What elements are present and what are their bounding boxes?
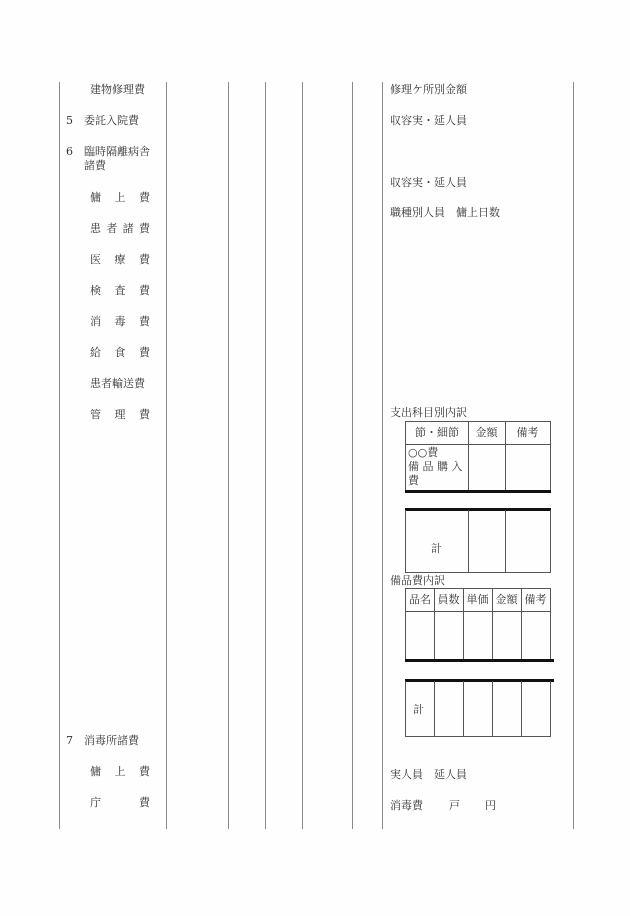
col-divider (521, 681, 522, 736)
column-line-4 (302, 82, 303, 829)
header-amount: 金額 (495, 593, 518, 606)
col-divider (492, 681, 493, 736)
item-7-office-expense (90, 796, 150, 810)
break-line (405, 659, 554, 662)
header-divider (406, 611, 550, 612)
remark-repair-location-amount: 修理ケ所別金額 (390, 83, 467, 96)
item-7-number: 7 (66, 734, 73, 747)
char: 費 (139, 765, 150, 778)
char: 消 (90, 315, 101, 328)
equipment-breakdown-title: 備品費内訳 (390, 574, 445, 587)
remark-admission-count-1: 収容実・延人員 (390, 114, 467, 127)
item-hiring-expense (90, 191, 150, 205)
item-6-temporary-isolation-ward: 臨時隔離病舎 (84, 145, 150, 158)
char: 管 (90, 408, 101, 421)
char: 医 (90, 253, 101, 266)
char: 食 (114, 346, 126, 359)
expense-breakdown-title: 支出科目別内訳 (390, 406, 467, 419)
header-amount: 金額 (475, 426, 498, 439)
column-line-2 (228, 82, 229, 829)
row-item-line1: ○○費 (408, 446, 439, 459)
header-notes: 備考 (524, 593, 547, 606)
col-divider (505, 510, 506, 572)
char: 費 (139, 253, 150, 266)
item-patient-misc-expense (90, 222, 150, 236)
char: 理 (114, 408, 126, 421)
header-notes: 備考 (516, 426, 539, 439)
col-divider (434, 681, 435, 736)
char: 検 (90, 284, 101, 297)
char: 費 (139, 796, 150, 809)
char: 諸 (122, 222, 134, 235)
item-inspection-expense (90, 284, 150, 298)
column-line-3 (265, 82, 266, 829)
column-line-left-border (59, 82, 60, 829)
total-label: 計 (431, 542, 442, 555)
col-divider (468, 510, 469, 572)
remark-actual-and-total-persons: 実人員 延人員 (390, 768, 467, 781)
char: 傭 (90, 191, 101, 204)
item-6-number: 6 (66, 145, 73, 158)
char: 費 (139, 408, 150, 421)
remark-yen-unit: 円 (485, 799, 496, 812)
item-meal-expense (90, 346, 150, 360)
header-divider (406, 444, 550, 445)
col-divider (463, 681, 464, 736)
item-patient-transport-expense: 患者輸送費 (90, 377, 145, 390)
remark-admission-count-2: 収容実・延人員 (390, 176, 467, 189)
row-item-line3: 費 (408, 474, 419, 487)
item-7-hiring-expense (90, 765, 150, 779)
item-disinfection-expense (90, 315, 150, 329)
header-item-name: 品名 (409, 593, 431, 606)
item-medical-expense (90, 253, 150, 267)
row-item-line2: 備 品 購 入 (408, 460, 463, 473)
char: 庁 (90, 796, 101, 809)
expense-breakdown-table (405, 421, 551, 493)
char: 費 (139, 284, 150, 297)
char: 費 (139, 191, 150, 204)
item-building-repair: 建物修理費 (90, 83, 145, 96)
char: 査 (114, 284, 126, 297)
header-unit-price: 単価 (466, 593, 489, 606)
char: 費 (139, 346, 150, 359)
item-7-disinfection-station-misc: 消毒所諸費 (84, 734, 139, 747)
char: 給 (90, 346, 101, 359)
header-section: 節・細節 (415, 426, 459, 439)
remark-disinfection-expense-label: 消毒費 (390, 799, 423, 812)
char: 患 (90, 222, 101, 235)
char: 傭 (90, 765, 101, 778)
char: 費 (138, 222, 150, 235)
equipment-breakdown-table (405, 588, 551, 661)
remark-staff-by-type-days: 職種別人員 傭上日数 (390, 206, 500, 219)
remark-households-unit: 戸 (449, 799, 460, 812)
char: 費 (139, 315, 150, 328)
item-management-expense (90, 408, 150, 422)
column-line-right-border (573, 82, 574, 829)
break-line (405, 490, 551, 493)
column-line-5 (352, 82, 353, 829)
char: 上 (114, 191, 126, 204)
column-line-6 (382, 82, 383, 829)
char: 療 (114, 253, 126, 266)
char: 者 (106, 222, 118, 235)
char: 上 (114, 765, 126, 778)
item-5-number: 5 (66, 114, 73, 127)
item-5-consigned-hospitalization: 委託入院費 (84, 114, 139, 127)
item-6-misc-expenses: 諸費 (84, 159, 106, 172)
total-label: 計 (413, 703, 424, 716)
equipment-breakdown-total-table (405, 681, 551, 737)
char: 毒 (114, 315, 126, 328)
expense-breakdown-total-table (405, 510, 551, 573)
header-quantity: 員数 (437, 593, 460, 606)
column-line-1 (166, 82, 167, 829)
